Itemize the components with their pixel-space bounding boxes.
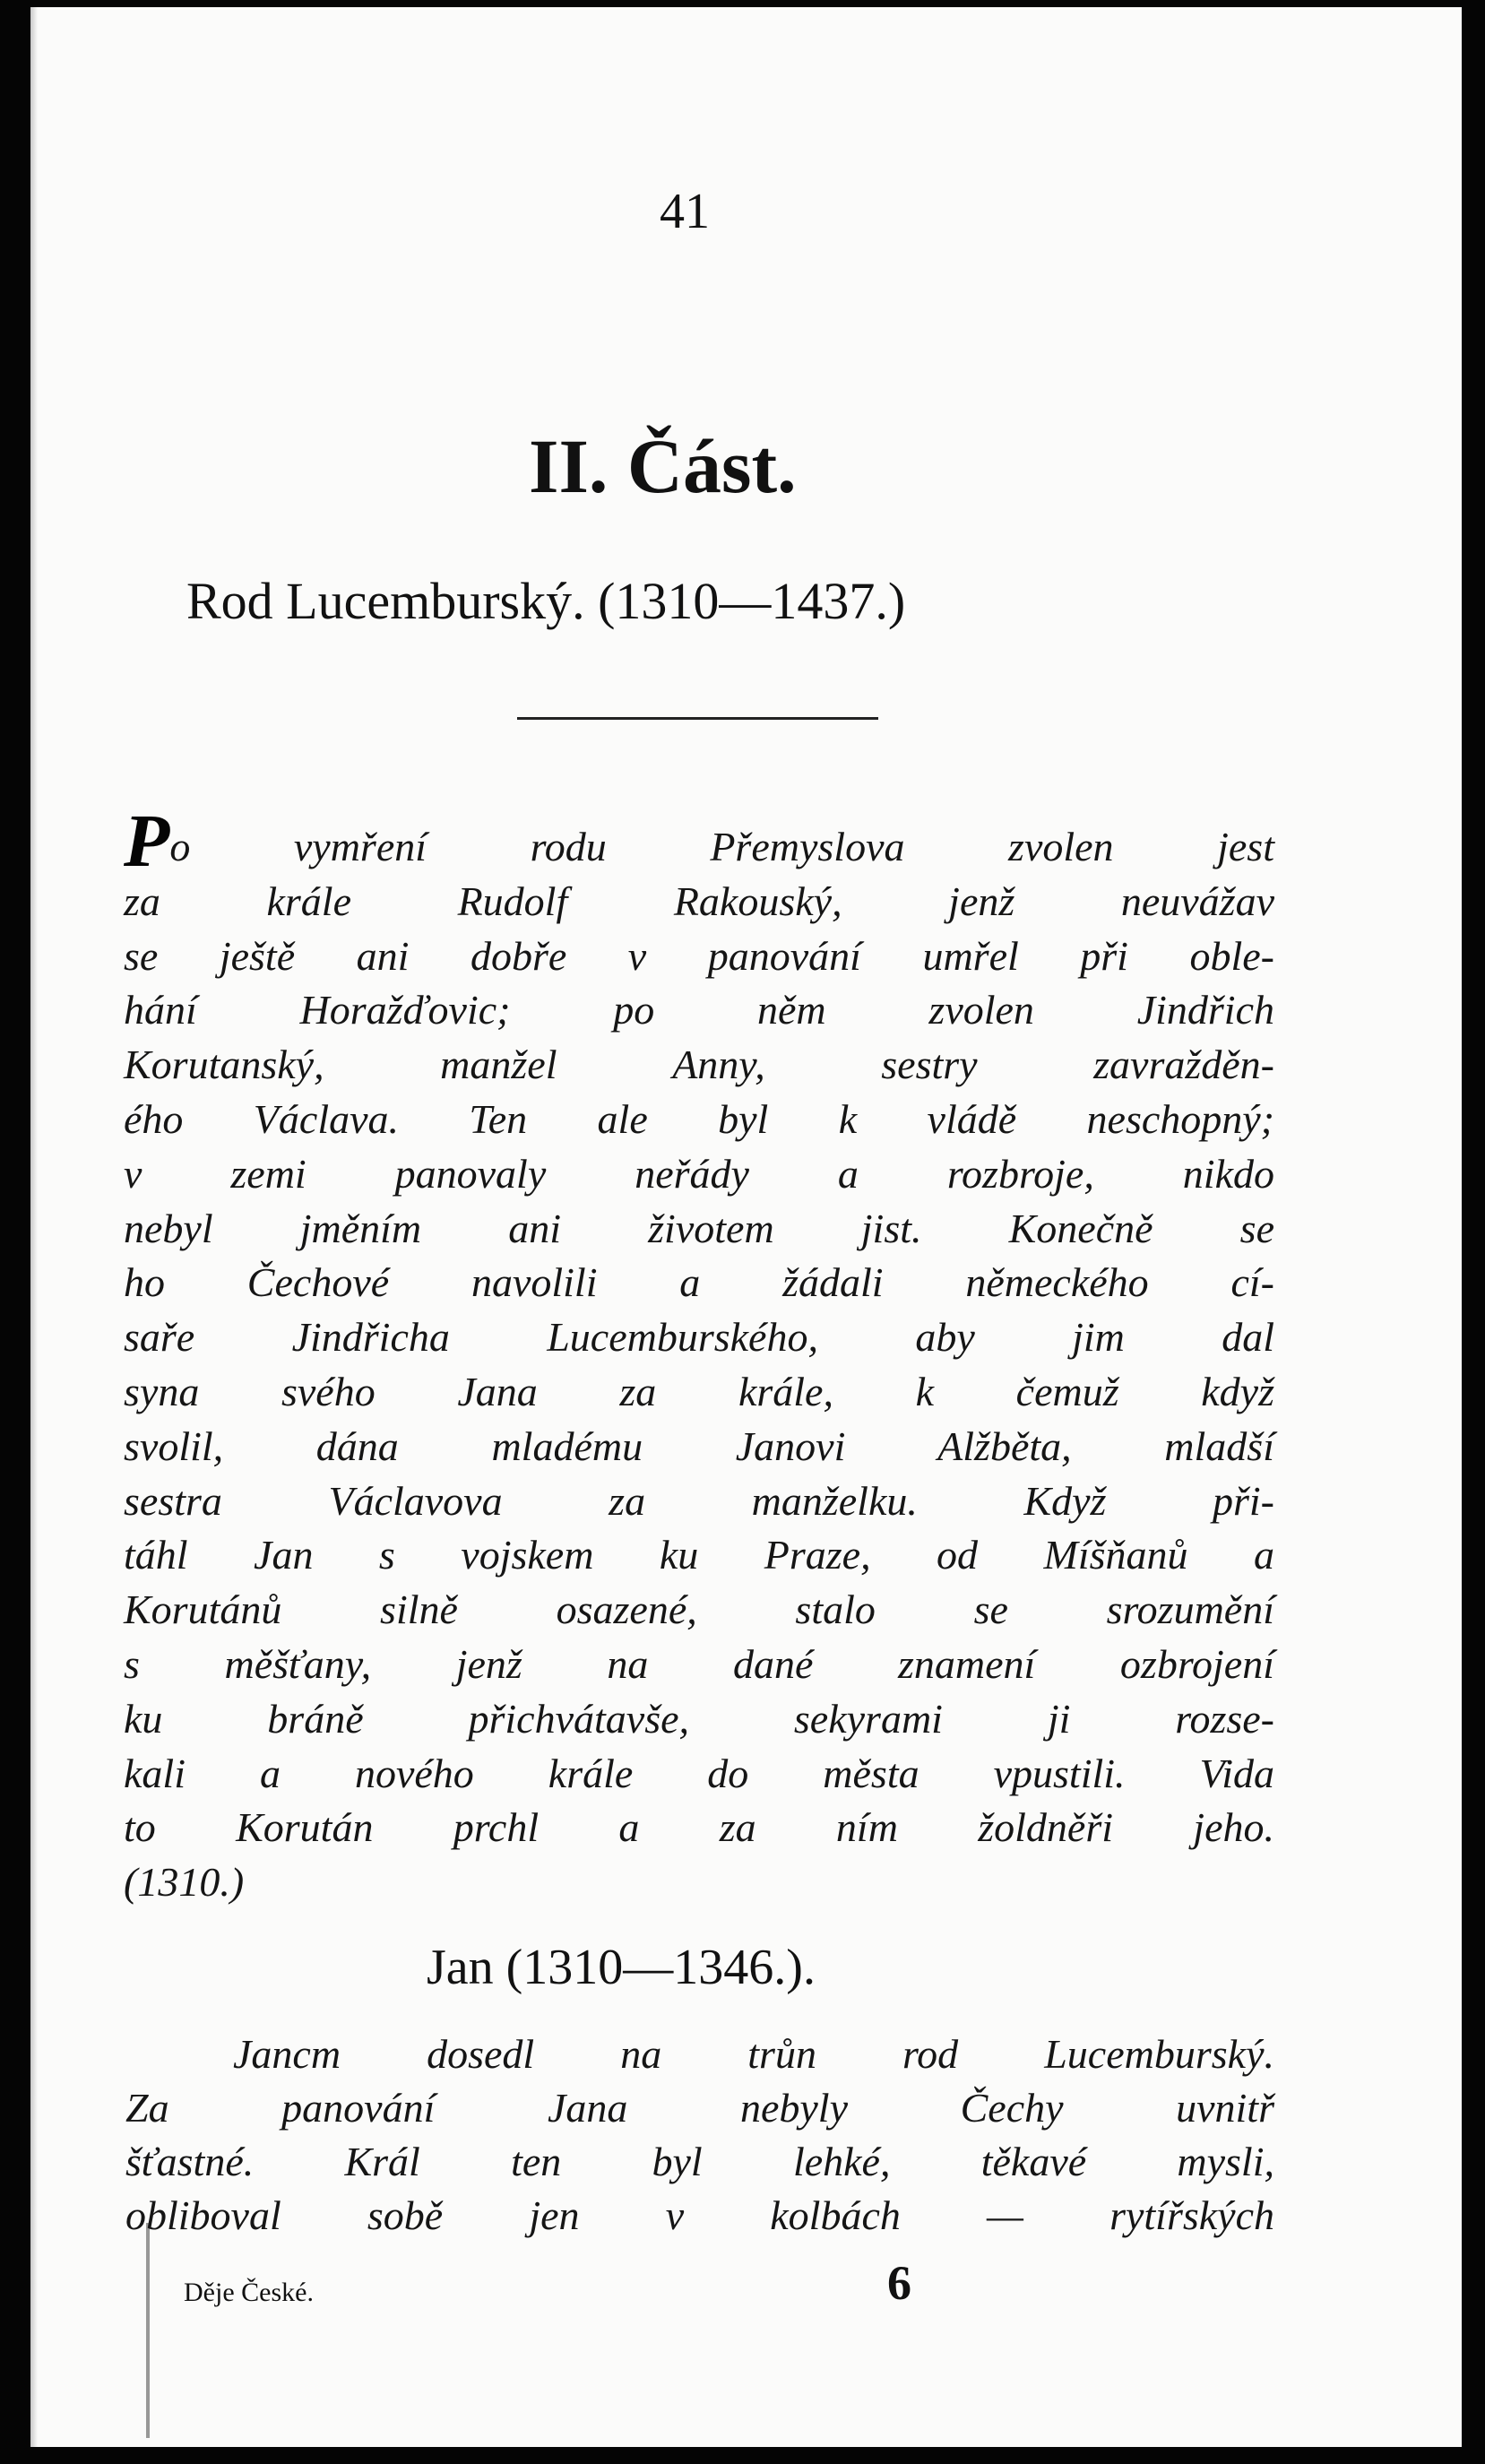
drop-cap: P <box>124 800 168 883</box>
paragraph-line: ého Václava. Ten ale byl k vládě neschopný; <box>124 1095 1274 1142</box>
section-line: obliboval sobě jen v kolbách — rytířských <box>125 2192 1274 2238</box>
paragraph-line: hání Horažďovic; po něm zvolen Jindřich <box>124 987 1274 1033</box>
paragraph-line: v zemi panovaly neřády a rozbroje, nikdo <box>124 1150 1274 1197</box>
paragraph-line: sestra Václavova za manželku. Když při- <box>124 1477 1274 1524</box>
paragraph-line: syna svého Jana za krále, k čemuž když <box>124 1368 1274 1414</box>
page-number: 41 <box>660 184 710 239</box>
paragraph-line: za krále Rudolf Rakouský, jenž neuvážav <box>124 878 1274 924</box>
paragraph-line: nebyl jměním ani životem jist. Konečně se <box>124 1205 1274 1251</box>
title-divider <box>517 717 878 720</box>
section-heading: Jan (1310—1346.). <box>427 1940 816 1995</box>
binding-mark <box>146 2223 150 2438</box>
section-line: Za panování Jana nebyly Čechy uvnitř <box>125 2085 1274 2131</box>
paragraph-line: táhl Jan s vojskem ku Praze, od Míšňanů a <box>124 1532 1274 1578</box>
paragraph-line: (1310.) <box>124 1859 245 1906</box>
main-paragraph <box>124 800 1274 1910</box>
paragraph-line: Korutanský, manžel Anny, sestry zavražděn- <box>124 1042 1274 1088</box>
footer-sheet-number: 6 <box>887 2256 911 2310</box>
page-edge-shadow <box>30 7 38 2447</box>
paragraph-line: to Korután prchl a za ním žoldněři jeho. <box>124 1804 1274 1851</box>
paragraph-line: se ještě ani dobře v panování umřel při oble- <box>124 932 1274 979</box>
paragraph-line: ku bráně přichvátavše, sekyrami ji rozse- <box>124 1695 1274 1742</box>
paragraph-line-text: o vymření rodu Přemyslova zvolen jest <box>169 824 1274 869</box>
section-paragraph <box>125 2027 1274 2243</box>
paragraph-line <box>124 800 1274 883</box>
part-subtitle: Rod Lucemburský. (1310—1437.) <box>186 572 906 630</box>
section-line: Jancm dosedl na trůn rod Lucemburský. <box>233 2031 1274 2077</box>
paragraph-line: ho Čechové navolili a žádali německého cí- <box>124 1259 1274 1306</box>
paragraph-line: s měšťany, jenž na dané znamení ozbrojení <box>124 1640 1274 1687</box>
section-line: šťastné. Král ten byl lehké, těkavé mysli, <box>125 2139 1274 2184</box>
paragraph-line: saře Jindřicha Lucemburského, aby jim dal <box>124 1314 1274 1361</box>
footer-signature: Děje České. <box>184 2278 314 2307</box>
paragraph-line: svolil, dána mladému Janovi Alžběta, mladší <box>124 1422 1274 1469</box>
paragraph-line: Korutánů silně osazené, stalo se srozumění <box>124 1586 1274 1633</box>
paragraph-line: kali a nového krále do města vpustili. Vida <box>124 1750 1274 1796</box>
part-title: II. Část. <box>529 423 797 509</box>
